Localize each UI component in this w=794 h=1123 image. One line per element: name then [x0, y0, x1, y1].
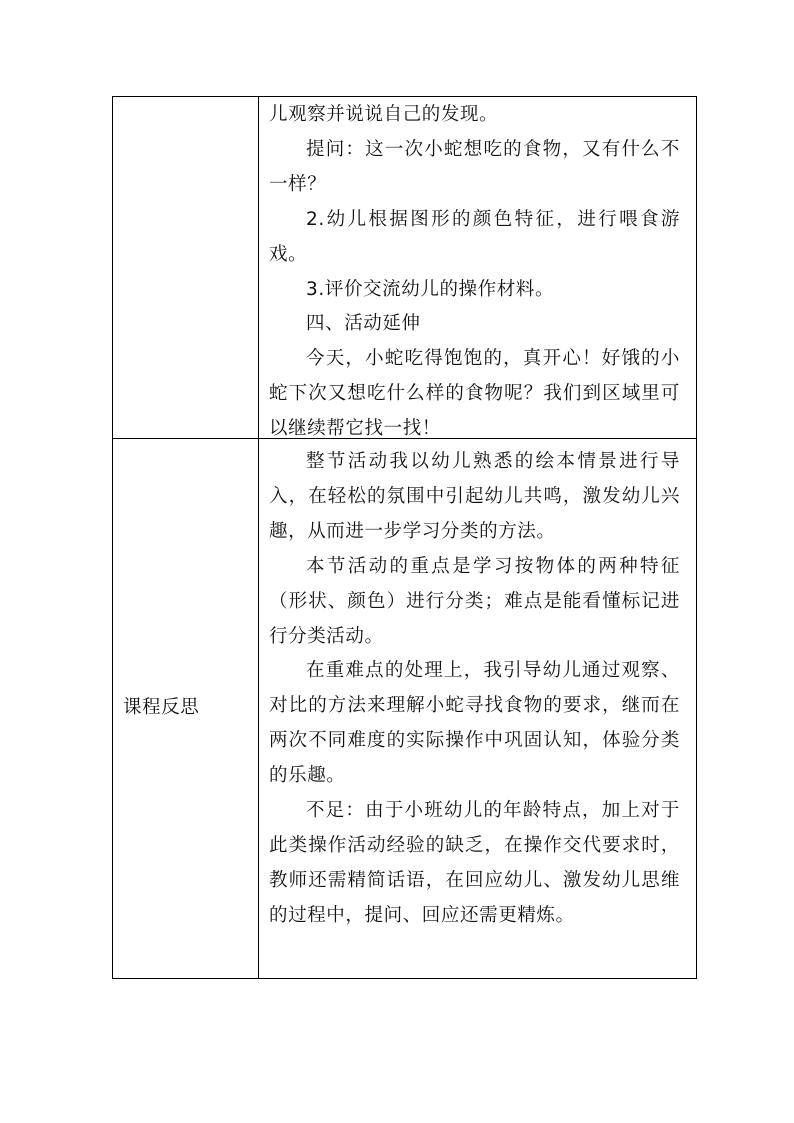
row-content-cell [259, 97, 697, 439]
paragraph-extension: 今天，小蛇吃得饱饱的，真开心！好饿的小蛇下次又想吃什么样的食物呢？我们到区域里可以继续帮它找一找！ [269, 348, 680, 440]
paragraph-reflection-method: 在重难点的处理上，我引导幼儿通过观察、对比的方法来理解小蛇寻找食物的要求，继而在两次不同难度的实际操作中巩固认知，体验分类的乐趣。 [269, 660, 680, 787]
paragraph-question: 提问：这一次小蛇想吃的食物，又有什么不一样？ [269, 138, 680, 195]
activity-content [259, 97, 696, 438]
paragraph-step-2: 2.幼儿根据图形的颜色特征，进行喂食游戏。 [269, 208, 680, 265]
table-row-activity [113, 97, 697, 439]
row-label-cell [113, 97, 259, 439]
section-heading-extension: 四、活动延伸 [306, 313, 421, 335]
paragraph-reflection-overview: 整节活动我以幼儿熟悉的绘本情景进行导入，在轻松的氛围中引起幼儿共鸣，激发幼儿兴趣，从而进一步学习分类的方法。 [269, 451, 680, 542]
row-content-cell [259, 439, 697, 979]
paragraph-continuation: 儿观察并说说自己的发现。 [269, 104, 499, 125]
table-row-reflection [113, 439, 697, 979]
reflection-content [259, 439, 696, 978]
row-label-reflection: 课程反思 [123, 697, 200, 718]
paragraph-step-3: 3.评价交流幼儿的操作材料。 [306, 278, 555, 300]
lesson-table [112, 96, 697, 979]
paragraph-reflection-focus: 本节活动的重点是学习按物体的两种特征（形状、颜色）进行分类；难点是能看懂标记进行分类活动。 [269, 555, 680, 647]
paragraph-reflection-shortcomings: 不足：由于小班幼儿的年龄特点，加上对于此类操作活动经验的缺乏，在操作交代要求时，教师还需精简话语，在回应幼儿、激发幼儿思维的过程中，提问、回应还需更精炼。 [269, 800, 680, 926]
row-label-cell [113, 439, 259, 979]
